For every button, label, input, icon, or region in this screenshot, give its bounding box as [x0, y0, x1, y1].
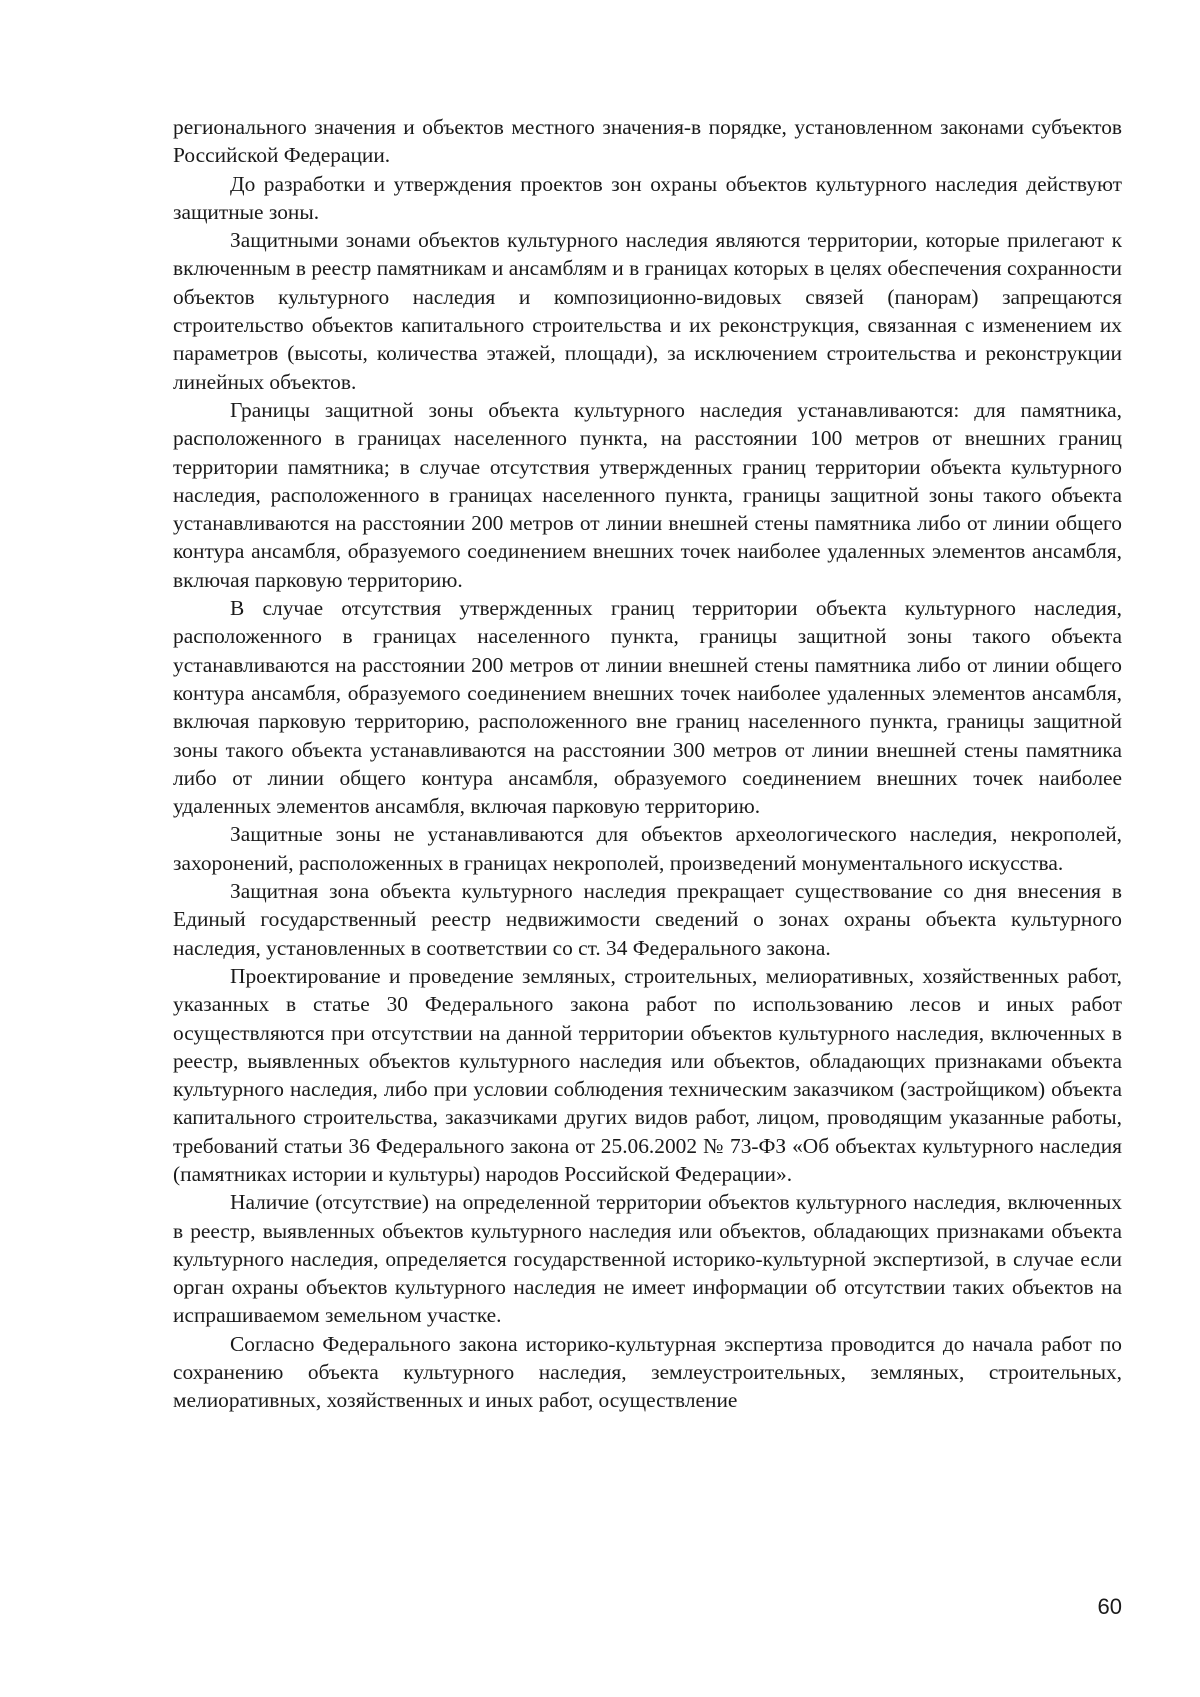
document-body: [173, 113, 1122, 1415]
paragraph: В случае отсутствия утвержденных границ территории объекта культурного наследия, расположенного в границах населенного пункта, границы защитной зоны такого объекта устанавливаются на расстоянии 200 метров от линии внешней стены памятника либо от линии общего контура ансамбля, образуемого соединением внешних точек наиболее удаленных элементов ансамбля, включая парковую территорию, расположенного вне границ населенного пункта, границы защитной зоны такого объекта устанавливаются на расстоянии 300 метров от линии внешней стены памятника либо от линии общего контура ансамбля, образуемого соединением внешних точек наиболее удаленных элементов ансамбля, включая парковую территорию.: [173, 596, 1122, 819]
paragraph: Защитная зона объекта культурного наследия прекращает существование со дня внесения в Единый государственный реестр недвижимости сведений о зонах охраны объекта культурного наследия, установленных в соответствии со ст. 34 Федерального закона.: [173, 879, 1122, 960]
paragraph: Границы защитной зоны объекта культурного наследия устанавливаются: для памятника, расположенного в границах населенного пункта, на расстоянии 100 метров от внешних границ территории памятника; в случае отсутствия утвержденных границ территории объекта культурного наследия, расположенного в границах населенного пункта, границы защитной зоны такого объекта устанавливаются на расстоянии 200 метров от линии внешней стены памятника либо от линии общего контура ансамбля, образуемого соединением внешних точек наиболее удаленных элементов ансамбля, включая парковую территорию.: [173, 397, 1122, 592]
paragraph: Согласно Федерального закона историко-культурная экспертиза проводится до начала работ по сохранению объекта культурного наследия, землеустроительных, земляных, строительных, мелиоративных, хозяйственных и иных работ, осуществление: [173, 1331, 1122, 1413]
paragraph: Защитными зонами объектов культурного наследия являются территории, которые прилегают к включенным в реестр памятникам и ансамблям и в границах которых в целях обеспечения сохранности объектов культурного наследия и композиционно-видовых связей (панорам) запрещаются строительство объектов капитального строительства и их реконструкция, связанная с изменением их параметров (высоты, количества этажей, площади), за исключением строительства и реконструкции линейных объектов.: [173, 228, 1122, 394]
page-number: 60: [1097, 1594, 1122, 1619]
paragraph: Проектирование и проведение земляных, строительных, мелиоративных, хозяйственных работ, указанных в статье 30 Федерального закона работ по использованию лесов и иных работ осуществляются при отсутствии на данной территории объектов культурного наследия, включенных в реестр, выявленных объектов культурного наследия или объектов, обладающих признаками объекта культурного наследия, либо при условии соблюдения техническим заказчиком (застройщиком) объекта капитального строительства, заказчиками других видов работ, лицом, проводящим указанные работы, требований статьи 36 Федерального закона от 25.06.2002 № 73-ФЗ «Об объектах культурного наследия (памятниках истории и культуры) народов Российской Федерации».: [173, 963, 1122, 1186]
paragraph: Наличие (отсутствие) на определенной территории объектов культурного наследия, включенных в реестр, выявленных объектов культурного наследия или объектов, обладающих признаками объекта культурного наследия, определяется государственной историко-культурной экспертизой, в случае если орган охраны объектов культурного наследия не имеет информации об отсутствии таких объектов на испрашиваемом земельном участке.: [173, 1190, 1122, 1328]
paragraph: регионального значения и объектов местного значения-в порядке, установленном законами субъектов Российской Федерации.: [173, 115, 1122, 168]
paragraph: До разработки и утверждения проектов зон охраны объектов культурного наследия действуют защитные зоны.: [173, 171, 1122, 224]
paragraph: Защитные зоны не устанавливаются для объектов археологического наследия, некрополей, захоронений, расположенных в границах некрополей, произведений монументального искусства.: [173, 822, 1122, 875]
